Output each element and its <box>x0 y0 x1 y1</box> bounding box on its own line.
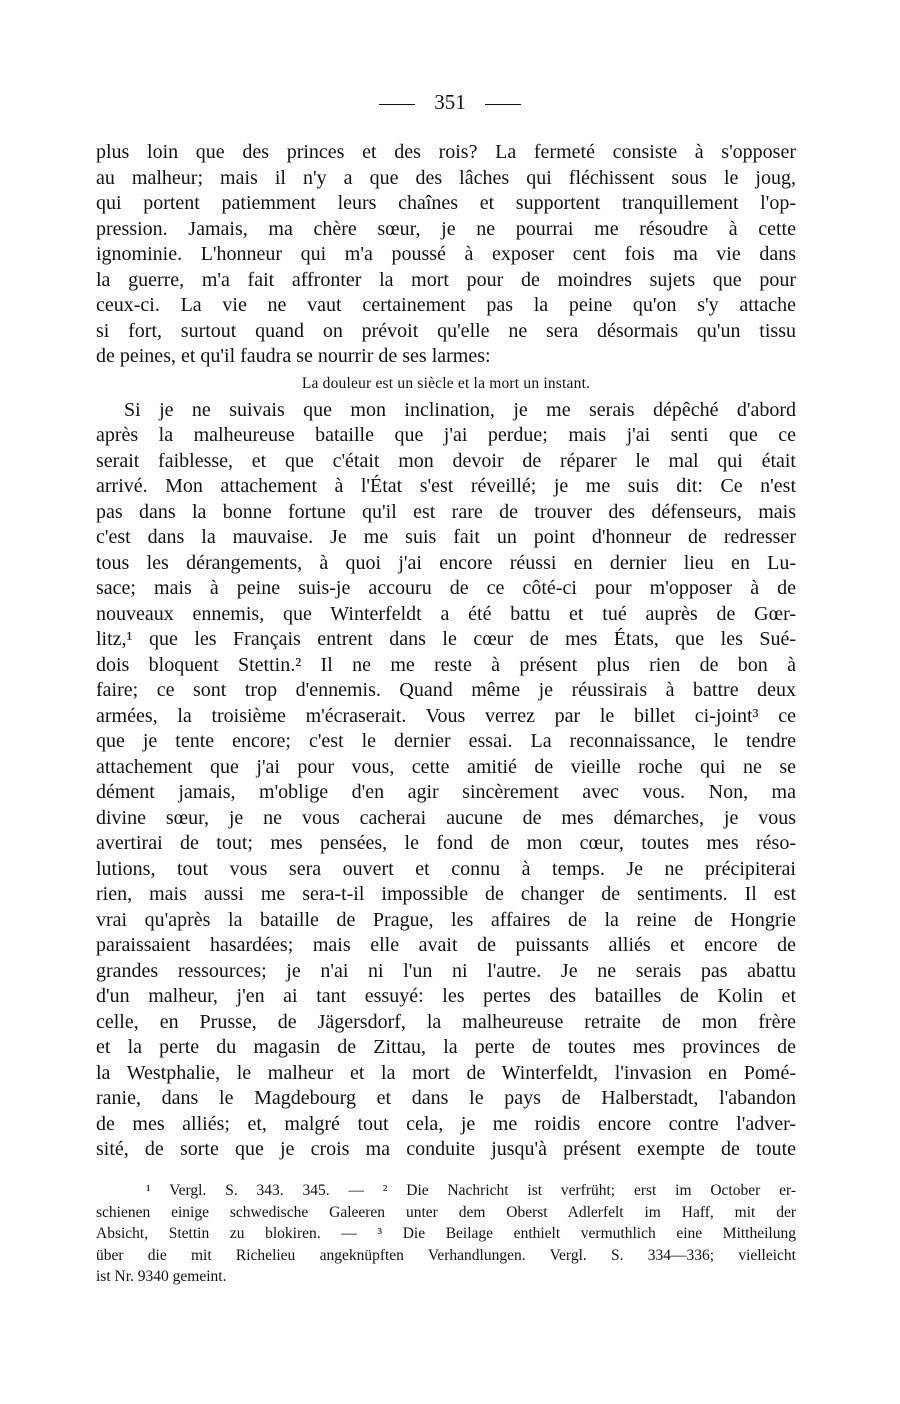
verse-quote: La douleur est un siècle et la mort un instant. <box>301 374 591 392</box>
footnotes <box>96 1180 796 1288</box>
footnote-line: schienen einige schwedische Galeeren unter dem Oberst Adlerfelt im Haff, mit der <box>96 1203 796 1221</box>
text-line: de peines, et qu'il faudra se nourrir de ses larmes: <box>96 345 491 367</box>
text-line: lutions, tout vous sera ouvert et connu à temps. Je ne précipiterai <box>96 857 796 880</box>
header-rule-left <box>379 104 415 105</box>
page-header <box>0 88 900 116</box>
text-line: au malheur; mais il n'y a que des lâches qui fléchissent sous le joug, <box>96 166 796 189</box>
text-line: grandes ressources; je n'ai ni l'un ni l'autre. Je ne serais pas abattu <box>96 959 796 982</box>
text-line: ceux-ci. La vie ne vaut certainement pas la peine qu'on s'y attache <box>96 294 796 316</box>
footnote-line: Absicht, Stettin zu blokiren. — ³ Die Beilage enthielt vermuthlich eine Mittheilung <box>96 1225 796 1242</box>
page-number: 351 <box>434 90 466 114</box>
text-line: arrivé. Mon attachement à l'État s'est réveillé; je me suis dit: Ce n'est <box>96 475 796 497</box>
text-line: serait faiblesse, et que c'était mon devoir de réparer le mal qui était <box>96 449 796 472</box>
text-line: paraissaient hasardées; mais elle avait de puissants alliés et encore de <box>96 934 796 956</box>
text-line: la guerre, m'a fait affronter la mort pour de moindres sujets que pour <box>96 268 796 291</box>
body-text <box>96 140 796 1163</box>
text-line: ignominie. L'honneur qui m'a poussé à exposer cent fois ma vie dans <box>96 243 796 265</box>
text-line: si fort, surtout quand on prévoit qu'elle ne sera désormais qu'un tissu <box>96 319 796 342</box>
text-line: la Westphalie, le malheur et la mort de Winterfeldt, l'invasion en Pomé- <box>96 1061 796 1084</box>
paragraph-first-line: Si je ne suivais que mon inclination, je me serais dépêché d'abord <box>124 398 796 421</box>
text-line: c'est dans la mauvaise. Je me suis fait un point d'honneur de redresser <box>96 526 796 548</box>
text-line: de mes alliés; et, malgré tout cela, je me roidis encore contre l'adver- <box>96 1112 796 1135</box>
text-line: faire; ce sont trop d'ennemis. Quand même je réussirais à battre deux <box>96 679 796 701</box>
text-line: vrai qu'après la bataille de Prague, les affaires de la reine de Hongrie <box>96 908 796 931</box>
text-line: celle, en Prusse, de Jägersdorf, la malheureuse retraite de mon frère <box>96 1010 796 1033</box>
text-line: divine sœur, je ne vous cacherai aucune de mes démarches, je vous <box>96 806 796 829</box>
text-line: armées, la troisième m'écraserait. Vous verrez par le billet ci-joint³ ce <box>96 704 796 727</box>
text-line: pas dans la bonne fortune qu'il est rare de trouver des défenseurs, mais <box>96 500 796 523</box>
text-line: sité, de sorte que je crois ma conduite jusqu'à présent exempte de toute <box>96 1138 796 1160</box>
text-line: d'un malheur, j'en ai tant essuyé: les pertes des batailles de Kolin et <box>96 985 796 1007</box>
footnote-line: ¹ Vergl. S. 343. 345. — ² Die Nachricht ist verfrüht; erst im October er- <box>146 1182 796 1199</box>
text-line: pression. Jamais, ma chère sœur, je ne pourrai me résoudre à cette <box>96 217 796 240</box>
text-line: nouveaux ennemis, que Winterfeldt a été battu et tué auprès de Gœr- <box>96 602 796 625</box>
text-line: qui portent patiemment leurs chaînes et supportent tranquillement l'op- <box>96 192 796 214</box>
text-line: rien, mais aussi me sera-t-il impossible de changer de sentiments. Il est <box>96 883 796 905</box>
text-line: tous les dérangements, à quoi j'ai encore réussi en dernier lieu en Lu- <box>96 551 796 574</box>
footnote-line: ist Nr. 9340 gemeint. <box>96 1268 227 1285</box>
text-line: attachement que j'ai pour vous, cette amitié de vieille roche qui ne se <box>96 755 796 778</box>
text-line: après la malheureuse bataille que j'ai perdue; mais j'ai senti que ce <box>96 424 796 446</box>
text-line: ranie, dans le Magdebourg et dans le pays de Halberstadt, l'abandon <box>96 1087 796 1109</box>
header-rule-right <box>485 104 521 105</box>
text-line: dément jamais, m'oblige d'en agir sincèrement avec vous. Non, ma <box>96 781 796 803</box>
text-line: dois bloquent Stettin.² Il ne me reste à présent plus rien de bon à <box>96 653 796 676</box>
footnote-line: über die mit Richelieu angeknüpften Verhandlungen. Vergl. S. 334—336; vielleicht <box>96 1246 796 1264</box>
text-line: et la perte du magasin de Zittau, la perte de toutes mes provinces de <box>96 1036 796 1058</box>
text-line: sace; mais à peine suis-je accouru de ce côté-ci pour m'opposer à de <box>96 577 796 599</box>
text-line: plus loin que des princes et des rois? La fermeté consiste à s'opposer <box>96 141 796 163</box>
text-line: litz,¹ que les Français entrent dans le cœur de mes États, que les Sué- <box>96 628 796 650</box>
text-line: que je tente encore; c'est le dernier essai. La reconnaissance, le tendre <box>96 730 796 752</box>
text-line: avertirai de tout; mes pensées, le fond de mon cœur, toutes mes réso- <box>96 832 796 854</box>
